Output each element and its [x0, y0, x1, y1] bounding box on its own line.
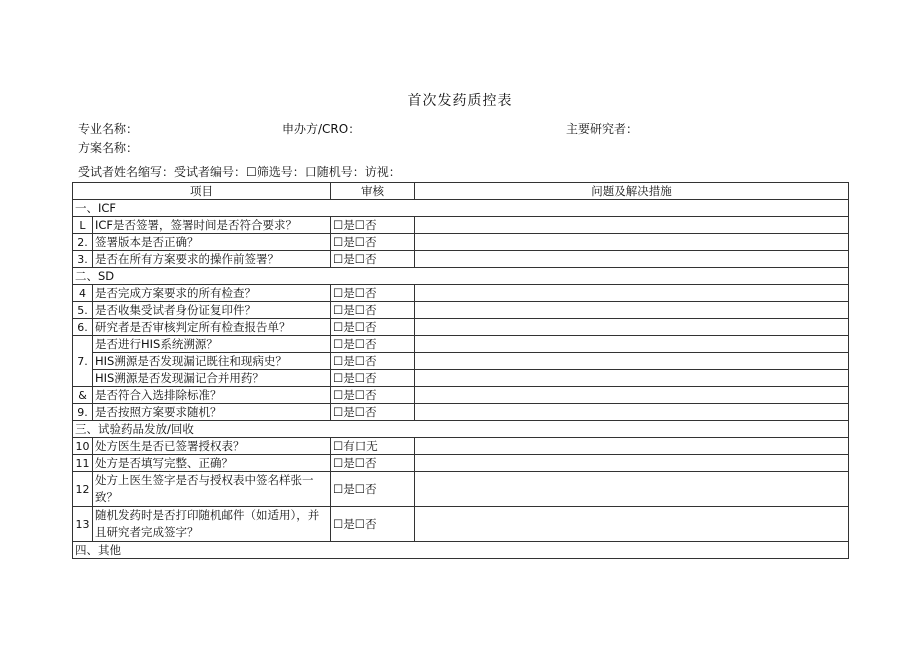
row-item: 处方上医生签字是否与授权表中签名样张一致？: [93, 472, 331, 507]
table-row: [73, 234, 849, 251]
section-sd: 二、SD: [73, 268, 849, 285]
row-number: &: [73, 387, 93, 404]
table-header-row: [73, 183, 849, 200]
table-row: [73, 217, 849, 234]
table-row: [73, 387, 849, 404]
table-row: [73, 472, 849, 507]
row-issue-cell[interactable]: [415, 302, 849, 319]
row-check[interactable]: ☐是☐否: [331, 336, 415, 353]
header-item: 项目: [73, 183, 331, 200]
row-check[interactable]: ☐是☐否: [331, 285, 415, 302]
table-row: [73, 404, 849, 421]
row-number: 11: [73, 455, 93, 472]
row-issue-cell[interactable]: [415, 217, 849, 234]
row-item: 是否在所有方案要求的操作前签署？: [93, 251, 331, 268]
row-check[interactable]: ☐是☐否: [331, 319, 415, 336]
table-row: [73, 353, 849, 370]
row-number: L: [73, 217, 93, 234]
row-item: 处方医生是否已签署授权表？: [93, 438, 331, 455]
row-check[interactable]: ☐是☐否: [331, 507, 415, 542]
table-row: [73, 507, 849, 542]
row-check[interactable]: ☐是☐否: [331, 353, 415, 370]
row-number: 4: [73, 285, 93, 302]
row-check[interactable]: ☐是☐否: [331, 302, 415, 319]
table-row: [73, 370, 849, 387]
table-row: [73, 319, 849, 336]
row-issue-cell[interactable]: [415, 285, 849, 302]
qc-table: [72, 182, 849, 559]
header-review: 审核: [331, 183, 415, 200]
row-item: 随机发药时是否打印随机邮件（如适用），并且研究者完成签字？: [93, 507, 331, 542]
subject-info-line: 受试者姓名缩写：受试者编号：☐筛选号：口随机号：访视：: [78, 165, 401, 179]
principal-investigator-label: 主要研究者：: [566, 122, 639, 136]
row-item: 是否完成方案要求的所有检查？: [93, 285, 331, 302]
page-title: 首次发药质控表: [407, 93, 513, 109]
header-issue: 问题及解决措施: [415, 183, 849, 200]
row-check[interactable]: ☐是☐否: [331, 251, 415, 268]
section-row: [73, 200, 849, 217]
row-check[interactable]: ☐是☐否: [331, 234, 415, 251]
row-item: HIS溯源是否发现漏记合并用药？: [93, 370, 331, 387]
section-row: [73, 421, 849, 438]
row-issue-cell[interactable]: [415, 507, 849, 542]
row-check[interactable]: ☐是☐否: [331, 472, 415, 507]
specialty-label: 专业名称：: [78, 122, 139, 136]
row-issue-cell[interactable]: [415, 472, 849, 507]
row-issue-cell[interactable]: [415, 336, 849, 353]
row-item: 是否收集受试者身份证复印件？: [93, 302, 331, 319]
row-number: 10: [73, 438, 93, 455]
row-issue-cell[interactable]: [415, 455, 849, 472]
row-issue-cell[interactable]: [415, 404, 849, 421]
section-drug: 三、试验药品发放/回收: [73, 421, 849, 438]
row-item: 签署版本是否正确？: [93, 234, 331, 251]
row-item: 是否按照方案要求随机？: [93, 404, 331, 421]
section-other: 四、其他: [73, 542, 849, 559]
row-number: 12: [73, 472, 93, 507]
row-number: 5.: [73, 302, 93, 319]
row-issue-cell[interactable]: [415, 353, 849, 370]
section-row: [73, 542, 849, 559]
table-row: [73, 302, 849, 319]
row-number: 7.: [73, 336, 93, 387]
table-row: [73, 251, 849, 268]
section-row: [73, 268, 849, 285]
row-check[interactable]: ☐是☐否: [331, 455, 415, 472]
row-check[interactable]: ☐是☐否: [331, 404, 415, 421]
row-item: 处方是否填写完整、正确？: [93, 455, 331, 472]
table-row: [73, 336, 849, 353]
row-issue-cell[interactable]: [415, 387, 849, 404]
row-item: HIS溯源是否发现漏记既往和现病史？: [93, 353, 331, 370]
section-icf: 一、ICF: [73, 200, 849, 217]
row-check[interactable]: ☐是☐否: [331, 370, 415, 387]
row-number: 9.: [73, 404, 93, 421]
row-issue-cell[interactable]: [415, 319, 849, 336]
row-item: 研究者是否审核判定所有检查报告单？: [93, 319, 331, 336]
row-item: ICF是否签署，签署时间是否符合要求？: [93, 217, 331, 234]
row-check[interactable]: ☐是☐否: [331, 217, 415, 234]
table-row: [73, 455, 849, 472]
row-issue-cell[interactable]: [415, 438, 849, 455]
row-issue-cell[interactable]: [415, 234, 849, 251]
row-issue-cell[interactable]: [415, 251, 849, 268]
row-check[interactable]: ☐有口无: [331, 438, 415, 455]
row-number: 6.: [73, 319, 93, 336]
row-number: 13: [73, 507, 93, 542]
table-row: [73, 438, 849, 455]
row-issue-cell[interactable]: [415, 370, 849, 387]
row-item: 是否符合入选排除标准？: [93, 387, 331, 404]
protocol-name-label: 方案名称：: [78, 141, 139, 155]
table-row: [73, 285, 849, 302]
row-item: 是否进行HIS系统溯源？: [93, 336, 331, 353]
row-number: 3.: [73, 251, 93, 268]
row-number: 2.: [73, 234, 93, 251]
sponsor-label: 申办方/CRO：: [282, 122, 361, 136]
row-check[interactable]: ☐是☐否: [331, 387, 415, 404]
